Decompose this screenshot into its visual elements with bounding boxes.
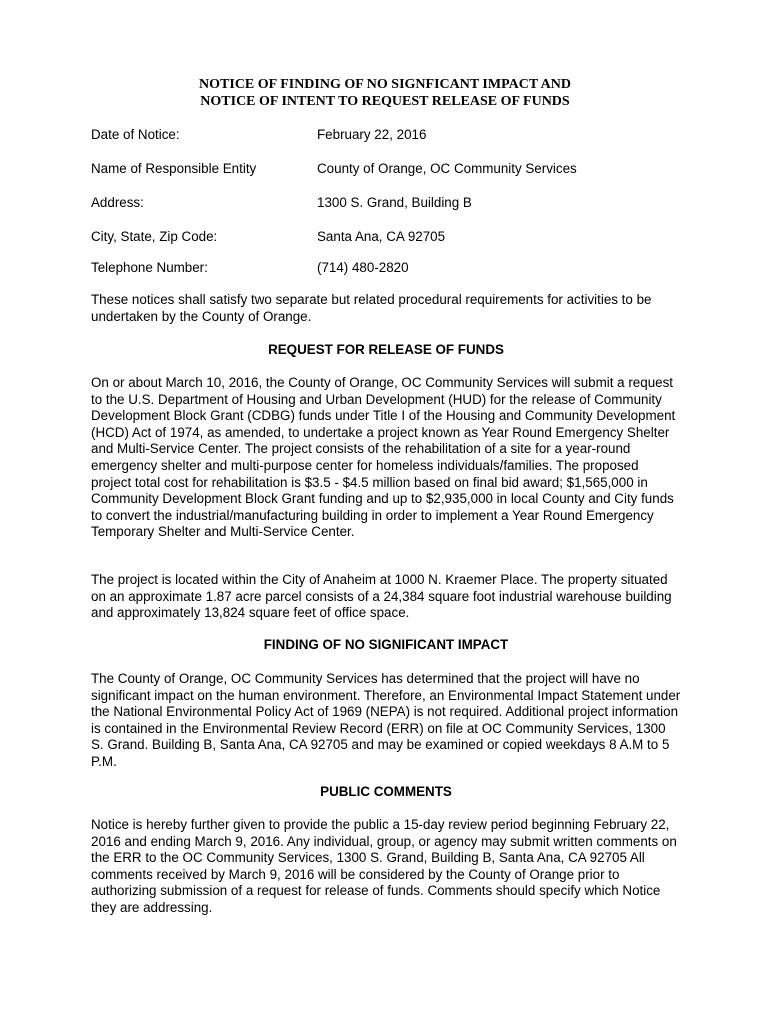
field-value: 1300 S. Grand, Building B bbox=[317, 195, 472, 210]
field-responsible-entity bbox=[91, 161, 691, 179]
request-paragraph-2: The project is located within the City of Anaheim at 1000 N. Kraemer Place. The property situated on an approximate 1.87 acre parcel consists of a 24,384 square foot industrial warehouse building and approximately 13,824 square feet of office space. bbox=[91, 572, 672, 621]
heading-public-comments: PUBLIC COMMENTS bbox=[320, 784, 452, 799]
field-address bbox=[91, 195, 691, 213]
heading-request-for-release: REQUEST FOR RELEASE OF FUNDS bbox=[268, 342, 504, 357]
field-city-state-zip bbox=[91, 229, 691, 247]
request-paragraph-1: On or about March 10, 2016, the County of Orange, OC Community Services will submit a request to the U.S. Department of Housing and Urban Development (HUD) for the release of Community Development Block Grant (CDBG) funds under Title I of the Housing and Community Development (HCD) Act of 1974, as amended, to undertake a project known as Year Round Emergency Shelter and Multi-Service Center. The project consists of the rehabilitation of a site for a year-round emergency shelter and multi-purpose center for homeless individuals/families. The proposed project total cost for rehabilitation is $3.5 - $4.5 million based on final bid award; $1,565,000 in Community Development Block Grant funding and up to $2,935,000 in local County and City funds to convert the industrial/manufacturing building in order to implement a Year Round Emergency Temporary Shelter and Multi-Service Center. bbox=[91, 375, 676, 540]
field-value: Santa Ana, CA 92705 bbox=[317, 229, 446, 244]
title-line-1: NOTICE OF FINDING OF NO SIGNFICANT IMPACT AND bbox=[199, 77, 571, 92]
comments-paragraph: Notice is hereby further given to provide the public a 15-day review period beginning February 22, 2016 and ending March 9, 2016. Any individual, group, or agency may submit written comments on the ERR to the OC Community Services, 1300 S. Grand, Building B, Santa Ana, CA 92705 All comments received by March 9, 2016 will be considered by the County of Orange prior to authorizing submission of a request for release of funds. Comments should specify which Notice they are addressing. bbox=[91, 817, 677, 915]
field-label: Date of Notice: bbox=[91, 127, 180, 142]
field-label: Address: bbox=[91, 195, 144, 210]
field-value: (714) 480-2820 bbox=[317, 260, 409, 275]
intro-paragraph: These notices shall satisfy two separate but related procedural requirements for activities to be undertaken by the County of Orange. bbox=[91, 292, 652, 324]
title-line-2: NOTICE OF INTENT TO REQUEST RELEASE OF FUNDS bbox=[200, 94, 570, 109]
field-value: February 22, 2016 bbox=[317, 127, 427, 142]
field-value: County of Orange, OC Community Services bbox=[317, 161, 577, 176]
finding-paragraph: The County of Orange, OC Community Services has determined that the project will have no significant impact on the human environment. Therefore, an Environmental Impact Statement under the National Environmental Policy Act of 1969 (NEPA) is not required. Additional project information is contained in the Environmental Review Record (ERR) on file at OC Community Services, 1300 S. Grand. Building B, Santa Ana, CA 92705 and may be examined or copied weekdays 8 A.M to 5 P.M. bbox=[91, 671, 681, 769]
field-label: Name of Responsible Entity bbox=[91, 161, 257, 176]
field-label: Telephone Number: bbox=[91, 260, 208, 275]
field-date-of-notice bbox=[91, 127, 691, 145]
heading-finding: FINDING OF NO SIGNIFICANT IMPACT bbox=[263, 637, 509, 652]
field-label: City, State, Zip Code: bbox=[91, 229, 218, 244]
field-telephone bbox=[91, 260, 691, 278]
notice-title bbox=[90, 76, 680, 110]
